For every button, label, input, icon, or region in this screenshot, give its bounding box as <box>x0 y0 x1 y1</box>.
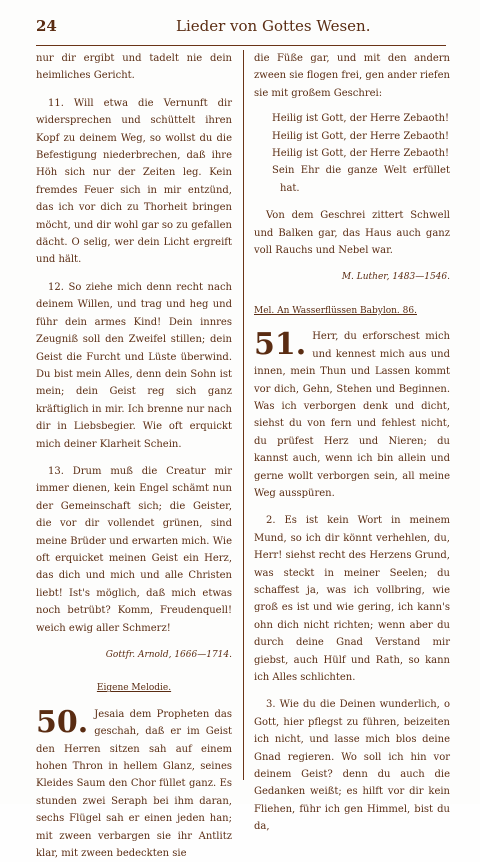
melody-line: Mel. An Wasserflüssen Babylon. 86. <box>254 305 417 316</box>
hymn-text: Jesaia dem Propheten das geschah, daß er im Geist den Herren sitzen sah auf einem hohen Thron in hellem Glanz, seines Kleides Saum den Chor füllet ganz. Es stunden zwei Seraph bei ihm daran, sechs Flügel sah er einen jeden han; mit zween verbargen sie ihr Antlitz klar, mit zween bedeckten sie <box>36 708 232 860</box>
header-rule <box>36 45 446 46</box>
verse-2: 2. Es ist kein Wort in meinem Mund, so ich dir könnt verhehlen, du, Herr! siehst recht des Herzens Grund, was steckt in meiner Seelen; du schaffest ja, was ich vollbring, wie groß es ist und wie gering, ich kann's ohn dich nicht richten; wenn aber du durch deine Gnad Verstand mir giebst, auch Hülf und Rath, so kann ich Alles schlichten. <box>254 515 450 683</box>
verse-3: 3. Wie du die Deinen wunderlich, o Gott, hier pflegst zu führen, beizeiten ich nicht, und lasse mich blos deine Gnad regieren. Wo soll ich hin vor deinem Geist? denn du auch die Gedanken weißt; es hilft vor dir kein Fliehen, führ ich gen Himmel, bist du da, <box>254 699 450 833</box>
verse-13: 13. Drum muß die Creatur mir immer dienen, kein Engel schämt nun der Gemeinschaft sich; die Geister, die vor dir vollendet grünen, sind meine Brüder und erwarten mich. Wie oft erquicket meinen Geist ein Herz, das dich und mich und alle Christen liebt! Ist's möglich, daß mich etwas noch betrübt? Komm, Freudenquell! weich ewig aller Schmerz! <box>36 465 232 634</box>
hymn-author: M. Luther, 1483—1546. <box>341 272 450 283</box>
running-title: Lieder von Gottes Wesen. <box>176 17 371 35</box>
verse-11: 11. Will etwa die Vernunft dir widersprechen und schüttelt ihren Kopf zu deinem Weg, so wollst du die Befestigung niederbrechen, daß ihre Höh sich nur der Zeiten leg. Kein fremdes Feuer sich in mir entzünd, das ich vor dich zu Thorheit bringen möcht, und dir wohl gar so zu gefallen dächt. O selig, wer dein Licht ergreift und hält. <box>36 97 232 266</box>
right-column <box>254 50 450 836</box>
refrain-line-1: Heilig ist Gott, der Herre Zebaoth! <box>272 113 450 125</box>
refrain <box>254 110 450 197</box>
hymn-number: 50. <box>36 704 89 740</box>
hymn-author: Gottfr. Arnold, 1666—1714. <box>105 650 232 660</box>
hymn-text: Herr, du erforschest mich und kennest mich aus und innen, mein Thun und Lassen kommt vor dich, Gehn, Stehen und Beginnen. Was ich verborgen denk und dicht, siehst du von fern und fehlest nicht, du prüfest Herz und Nieren; du kannst auch, wenn ich bin allein und gerne wollt verborgen sein, all meine Weg ausspüren. <box>254 331 450 499</box>
hymn-51 <box>254 328 450 502</box>
running-header <box>36 18 446 42</box>
hymn-50 <box>36 706 232 862</box>
refrain-line-2: Heilig ist Gott, der Herre Zebaoth! <box>272 130 450 142</box>
refrain-line-3: Heilig ist Gott, der Herre Zebaoth! <box>272 148 450 160</box>
refrain-line-4: Sein Ehr die ganze Welt erfüllet hat. <box>272 165 450 194</box>
verse-continuation: die Füße gar, und mit den andern zween sie flogen frei, gen ander riefen sie mit großem Geschrei: <box>254 53 450 99</box>
verse-continuation: nur dir ergibt und tadelt nie dein heimliches Gericht. <box>36 53 232 82</box>
column-divider <box>243 50 244 780</box>
hymn-number: 51. <box>254 327 307 363</box>
left-column <box>36 50 232 862</box>
verse-12: 12. So ziehe mich denn recht nach deinem Willen, und trag und heg und führ dein armes Kind! Dein innres Zeugniß soll den Zweifel stillen; dein Geist die Furcht und Lüste überwind. Du bist mein Alles, denn dein Sohn ist mein; dein Geist reg sich ganz kräftiglich in mir. Ich brenne nur nach dir in Liebsbegier. Wie oft erquickt mich deiner Klarheit Schein. <box>36 281 232 450</box>
melody-line: Eigene Melodie. <box>96 683 172 694</box>
page-number: 24 <box>36 17 57 35</box>
verse-ending: Von dem Geschrei zittert Schwell und Balken gar, das Haus auch ganz voll Rauchs und Nebel war. <box>254 210 450 257</box>
